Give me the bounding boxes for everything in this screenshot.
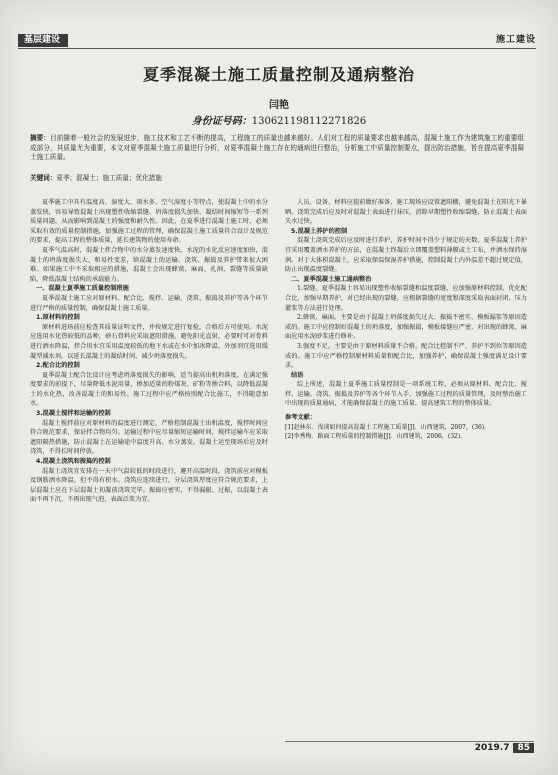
page-footer	[475, 743, 534, 753]
keywords	[30, 174, 524, 183]
body-paragraph: 1.裂缝。夏季混凝土容易出现塑性收缩裂缝和温度裂缝，应加强原材料控制，优化配合比，加强早期养护，对已经出现的裂缝，应根据裂缝的宽度和深度采取表面封闭、压力灌浆等方法进行处理。	[285, 285, 527, 312]
body-paragraph: 混凝土搅拌前应对原材料的温度进行测定，严格控制混凝土出机温度，搅拌时间应符合规范要求，保证拌合物均匀。运输过程中应尽量缩短运输时间，搅拌运输车应采取遮阳隔热措施，防止混凝土在运输途中温度升高、水分蒸发。混凝土运至现场后应及时浇筑，不得长时间停放。	[30, 419, 268, 456]
body-paragraph: 3.强度不足。主要是由于原材料质量不合格、配合比控制不严、养护不到位等原因造成的。施工中应严格控制原材料质量和配合比，加强养护，确保混凝土强度满足设计要求。	[285, 342, 527, 370]
id-number: 130621198112271826	[251, 116, 367, 127]
footer-rule	[285, 741, 534, 742]
keywords-text: 夏季；混凝土；施工质量；优化措施	[56, 174, 162, 182]
header-rule	[18, 48, 536, 49]
reference-item: [1]赵林东．浅谈如何提高混凝土工程施工质量[J]．山西建筑，2007，(36).	[285, 423, 487, 431]
body-column-left	[30, 198, 268, 505]
section-heading: 5.混凝土养护的控制	[291, 227, 348, 235]
body-paragraph: 夏季施工中具有温度高、湿度大、雨水多、空气湿度小等特点，使混凝土中的水分蒸发快，容易导致混凝土出现塑性收缩裂缝、坍落度损失加快、凝结时间缩短等一系列质量问题，从而影响到混凝土的强度和耐久性。因此，在夏季进行混凝土施工时，必须采取有效的质量控制措施，加强施工过程的管理，确保混凝土施工质量符合设计及规范的要求，提高工程的整体质量，延长建筑物的使用寿命。	[30, 199, 268, 245]
author-name: 闫艳	[269, 100, 289, 111]
section-tag: 基层建设	[18, 34, 68, 47]
body-column-right	[285, 198, 527, 441]
reference-item: [2]李秀梅．路面工程质量的控制措施[J]．山西建筑，2006，(32).	[285, 432, 463, 440]
section-heading: 结语	[291, 371, 304, 379]
section-heading: 4.混凝土浇筑和振捣的控制	[36, 458, 111, 466]
section-heading: 一、混凝土夏季施工质量控制措施	[36, 285, 129, 293]
body-paragraph: 综上所述，混凝土夏季施工质量控制是一项系统工程，必须从原材料、配合比、搅拌、运输、浇筑、振捣及养护等各个环节入手，加强施工过程的质量管理，及时整治施工中出现的质量通病，才能确保混凝土的施工质量，提高建筑工程的整体质量。	[285, 381, 527, 408]
abstract-label: 摘要：	[30, 134, 51, 142]
references-heading: 参考文献：	[285, 414, 316, 422]
body-paragraph: 夏季气温高时，混凝土拌合物中的水分蒸发速度快，水泥的水化反应速度加快，混凝土的坍落度损失大，和易性变差，给混凝土的运输、浇筑、振捣及养护带来很大困难。如果施工中不采取相应的措施，混凝土会出现蜂窝、麻面、孔洞、裂缝等质量缺陷，降低混凝土结构的承载能力。	[30, 246, 268, 283]
id-label: 身份证号码：	[191, 116, 252, 127]
section-tag-right: 施工建设	[495, 35, 536, 45]
keywords-label: 关键词：	[30, 174, 57, 182]
body-paragraph: 人员、设备、材料应提前做好准备，施工现场应设置遮阳棚，避免混凝土在阳光下暴晒。浇筑完成后应及时对混凝土表面进行抹压，消除早期塑性收缩裂缝，防止混凝土表面失水过快。	[285, 199, 527, 226]
page-number: 85	[513, 743, 534, 753]
body-paragraph: 原材料进场前应检查其质量证明文件，并按规定进行复检，合格后方可使用。水泥应选用水化热较低的品种，砂石骨料应采取遮阳措施，避免阳光直射，必要时可对骨料进行洒水降温，拌合用水宜采用温度较低的地下水或在水中加冰降温，外加剂宜选用缓凝型减水剂，以延长混凝土的凝结时间，减少坍落度损失。	[30, 323, 268, 360]
body-paragraph: 夏季混凝土配合比设计应考虑坍落度损失的影响，适当提高出机坍落度，在满足强度要求的前提下，尽量降低水泥用量，掺加适量的粉煤灰、矿粉等掺合料，以降低混凝土的水化热，改善混凝土的和易性。施工过程中应严格按照配合比施工，不得随意加水。	[30, 371, 268, 408]
body-paragraph: 混凝土浇筑完成后应及时进行养护，养护时间不得少于规定的天数。夏季混凝土养护宜采用覆盖洒水养护的方法，在混凝土终凝后立即覆盖塑料薄膜或土工布，并洒水保持湿润。对于大体积混凝土，应采取保温保湿养护措施，控制混凝土内外温差不超过规定值，防止出现温度裂缝。	[285, 237, 527, 274]
article-title: 夏季混凝土施工质量控制及通病整治	[142, 65, 415, 84]
body-paragraph: 夏季混凝土施工应对原材料、配合比、搅拌、运输、浇筑、振捣及养护等各个环节进行严格的质量控制，确保混凝土施工质量。	[30, 294, 268, 312]
body-paragraph: 混凝土浇筑宜安排在一天中气温较低的时段进行，避开高温时段。浇筑前应对模板及钢筋洒水降温，但不得有积水。浇筑应连续进行，分层浇筑厚度应符合规范要求，上层混凝土应在下层混凝土初凝前浇筑完毕。振捣应密实，不得漏振、过振，以混凝土表面不再下沉、不再出现气泡、表面泛浆为宜。	[30, 467, 268, 504]
body-paragraph: 2.蜂窝、麻面。主要是由于混凝土坍落度损失过大、振捣不密实、模板漏浆等原因造成的。施工中应控制好混凝土的坍落度，加强振捣，模板接缝应严密，对出现的蜂窝、麻面应用水泥砂浆进行修补。	[285, 314, 527, 341]
issue-date: 2019.7	[474, 743, 510, 753]
abstract	[30, 134, 524, 163]
section-heading: 二、夏季混凝土施工通病整治	[291, 275, 372, 283]
section-heading: 2.配合比的控制	[36, 362, 80, 370]
abstract-text: 目前随着一般社会的发展进步，施工技术和工艺不断的提高，工程施工的质量也越来越好。人们对工程的质量要求也越来越高，混凝土施工作为建筑施工的重要组成部分，其质量尤为重要，本文对夏季混凝土施工质量进行分析，对夏季混凝土施工存在的通病进行整治，分析施工中质量控制要点，提出防治措施，旨在提高夏季混凝土施工质量。	[30, 134, 524, 162]
section-heading: 1.原材料的控制	[36, 314, 80, 322]
section-heading: 3.混凝土搅拌和运输的控制	[36, 410, 111, 418]
author-id	[0, 112, 558, 127]
